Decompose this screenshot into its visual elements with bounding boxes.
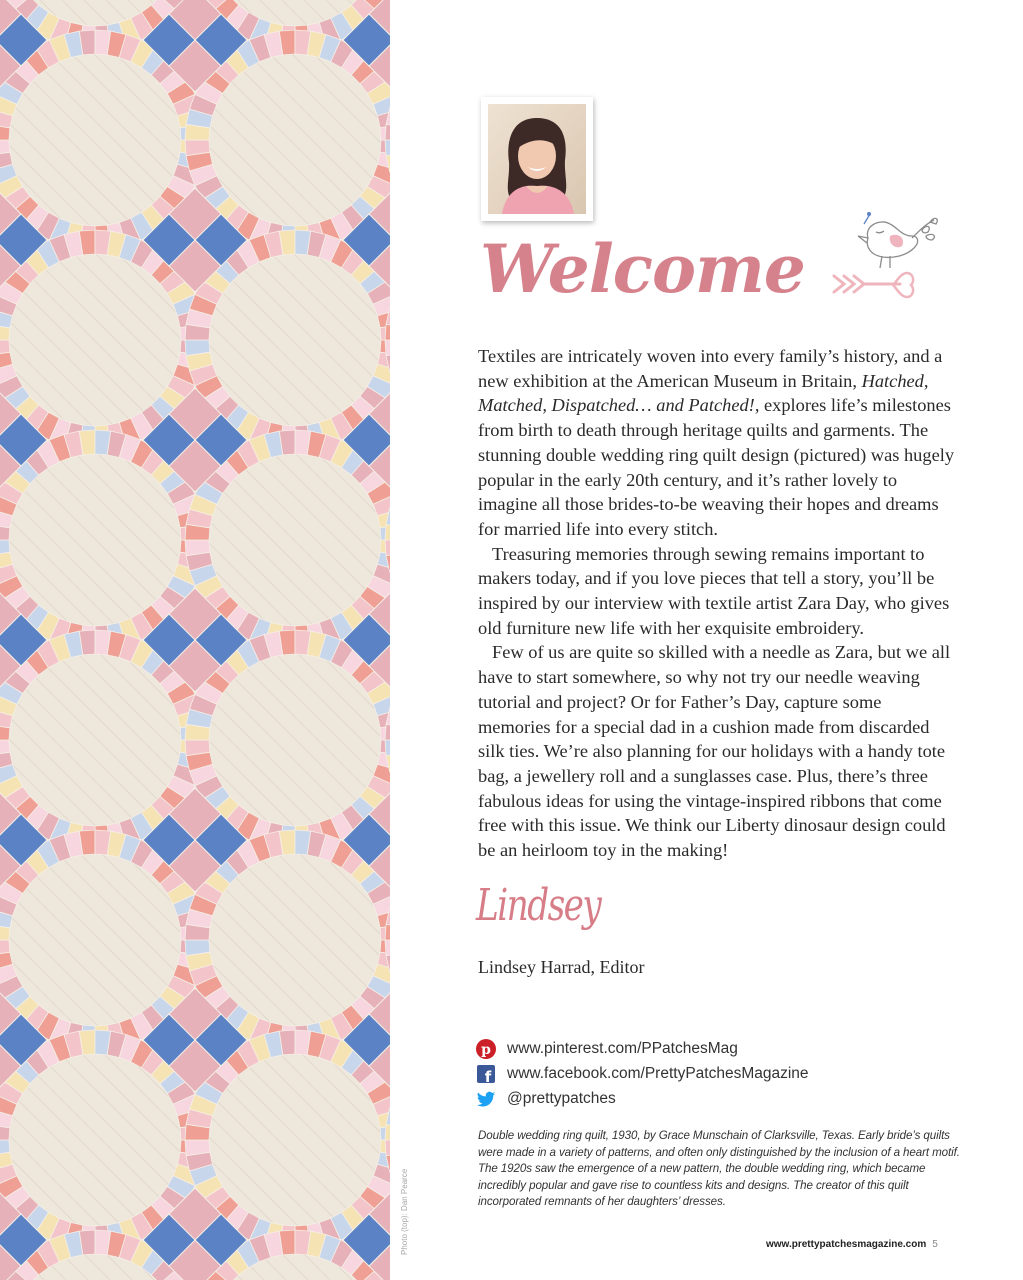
body-paragraph: Few of us are quite so skilled with a needle as Zara, but we all have to start somewhere, so why not try our needle weaving tutorial and project? Or for Father’s Day, capture some memories for a special dad in a cushion made from discarded silk ties. We’re also planning for our holidays with a handy tote bag, a jewellery roll and a sunglasses case. Plus, there’s three fabulous ideas for using the vintage-inspired ribbons that come free with this issue. We think our Liberty dinosaur design could be an heirloom toy in the making! xyxy=(478,642,951,861)
body-paragraph: Textiles are intricately woven into every family’s history, and a new exhibition at the American Museum in Britain, Hatched, Matched, Dispatched… and Patched!, explores life’s milestones from birth to death through heritage quilts and garments. The stunning double wedding ring quilt design (pictured) was hugely popular in the early 20th century, and it’s rather lovely to imagine all those brides-to-be weaving their hopes and dreams for married life into every stitch. xyxy=(478,346,955,539)
photo-credit: Photo (top): Dan Pearce xyxy=(400,1168,409,1255)
body-paragraph: Treasuring memories through sewing remains important to makers today, and if you love pieces that tell a story, you’ll be inspired by our interview with textile artist Zara Day, who gives old furniture new life with her exquisite embroidery. xyxy=(478,543,950,638)
page-title: Welcome xyxy=(480,230,805,308)
svg-text:p: p xyxy=(481,1041,491,1058)
twitter-icon xyxy=(476,1089,496,1109)
svg-text:f: f xyxy=(484,1067,492,1084)
bird-arrow-illustration xyxy=(828,210,948,306)
social-link-pinterest[interactable] xyxy=(476,1036,809,1061)
exhibition-title: Hatched, Matched, Dispatched… and Patched! xyxy=(478,370,929,416)
page-footer xyxy=(766,1239,938,1250)
quilt-photo xyxy=(0,0,390,1280)
social-link-twitter[interactable] xyxy=(476,1086,809,1111)
social-link-facebook[interactable] xyxy=(476,1061,809,1086)
page-number: 5 xyxy=(932,1239,938,1250)
photo-caption: Double wedding ring quilt, 1930, by Grace Munschain of Clarksville, Texas. Early bride’s quilts were made in a variety of patterns, and often only distinguished by the inclusion of a heart motif. The 1920s saw the emergence of a new pattern, the double wedding ring, which became incredibly popular and gave rise to countless kits and designs. The creator of this quilt incorporated remnants of her daughters’ dresses. xyxy=(478,1129,960,1208)
facebook-icon xyxy=(476,1064,496,1084)
pinterest-link-text[interactable]: www.pinterest.com/PPatchesMag xyxy=(507,1039,738,1057)
facebook-link-text[interactable]: www.facebook.com/PrettyPatchesMagazine xyxy=(507,1064,809,1082)
pinterest-icon xyxy=(476,1039,496,1059)
editor-portrait xyxy=(481,97,593,221)
social-links xyxy=(476,1036,809,1111)
editorial-body xyxy=(478,344,958,863)
editor-signature: Lindsey xyxy=(476,880,601,931)
footer-url[interactable]: www.prettypatchesmagazine.com xyxy=(766,1239,927,1250)
editor-name: Lindsey Harrad, Editor xyxy=(478,957,645,977)
twitter-handle-text[interactable]: @prettypatches xyxy=(507,1089,616,1107)
